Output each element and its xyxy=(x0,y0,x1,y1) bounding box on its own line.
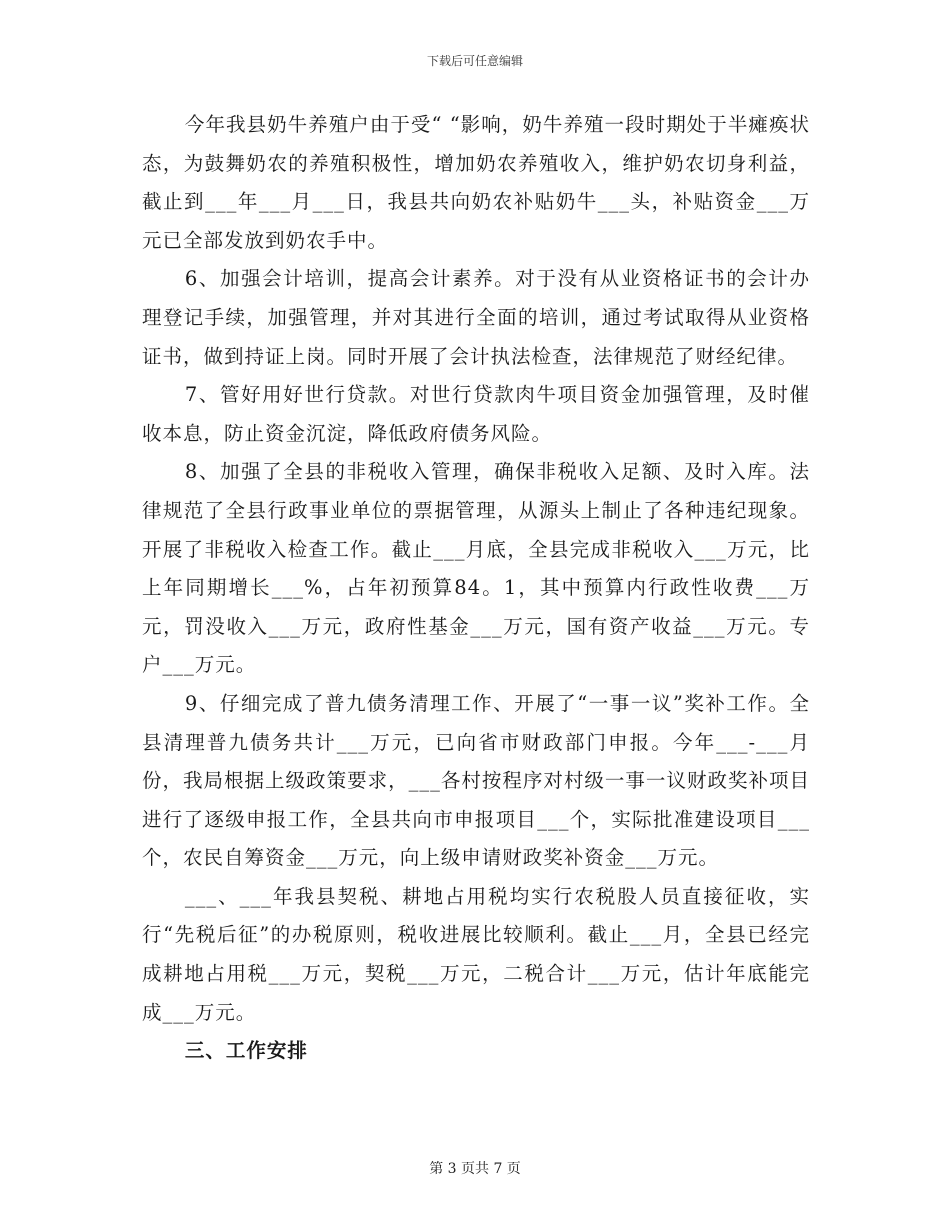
page-number-footer: 第 3 页共 7 页 xyxy=(429,1161,521,1177)
paragraph-dairy-subsidy: 今年我县奶牛养殖户由于受“ “影响，奶牛养殖一段时期处于半瘫痪状态，为鼓舞奶农的养殖积极性，增加奶农养殖收入，维护奶农切身利益，截止到___年___月___日，我县共向奶农补贴奶牛___头，补贴资金___万元已全部发放到奶农手中。 xyxy=(142,113,810,252)
paragraph-debt-clearing: 9、仔细完成了普九债务清理工作、开展了“一事一议”奖补工作。全县清理普九债务共计___万元，已向省市财政部门申报。今年___-___月份，我局根据上级政策要求，___各村按程序对村级一事一议财政奖补项目进行了逐级申报工作，全县共向市申报项目___个，实际批准建设项目___个，农民自筹资金___万元，向上级申请财政奖补资金___万元。 xyxy=(142,691,810,870)
page-header-note: 下载后可任意编辑 xyxy=(426,54,523,68)
paragraph-non-tax-revenue: 8、加强了全县的非税收入管理，确保非税收入足额、及时入库。法律规范了全县行政事业单位的票据管理，从源头上制止了各种违纪现象。开展了非税收入检查工作。截止___月底，全县完成非税收入___万元，比上年同期增长___%，占年初预算84。1，其中预算内行政性收费___万元，罚没收入___万元，政府性基金___万元，国有资产收益___万元。专户___万元。 xyxy=(142,460,810,677)
section-heading: 三、工作安排 xyxy=(184,1039,308,1063)
paragraph-accounting-training: 6、加强会计培训，提高会计素养。对于没有从业资格证书的会计办理登记手续，加强管理，并对其进行全面的培训，通过考试取得从业资格证书，做到持证上岗。同时开展了会计执法检查，法律规范了财经纪律。 xyxy=(142,267,810,368)
paragraph-world-bank-loans: 7、管好用好世行贷款。对世行贷款肉牛项目资金加强管理，及时催收本息，防止资金沉淀，降低政府债务风险。 xyxy=(142,383,810,445)
document-body xyxy=(142,106,810,1071)
paragraph-deed-tax: ___、___年我县契税、耕地占用税均实行农税股人员直接征收，实行“先税后征”的办税原则，税收进展比较顺利。截止___月，全县已经完成耕地占用税___万元，契税___万元，二税合计___万元，估计年底能完成___万元。 xyxy=(142,884,810,1024)
